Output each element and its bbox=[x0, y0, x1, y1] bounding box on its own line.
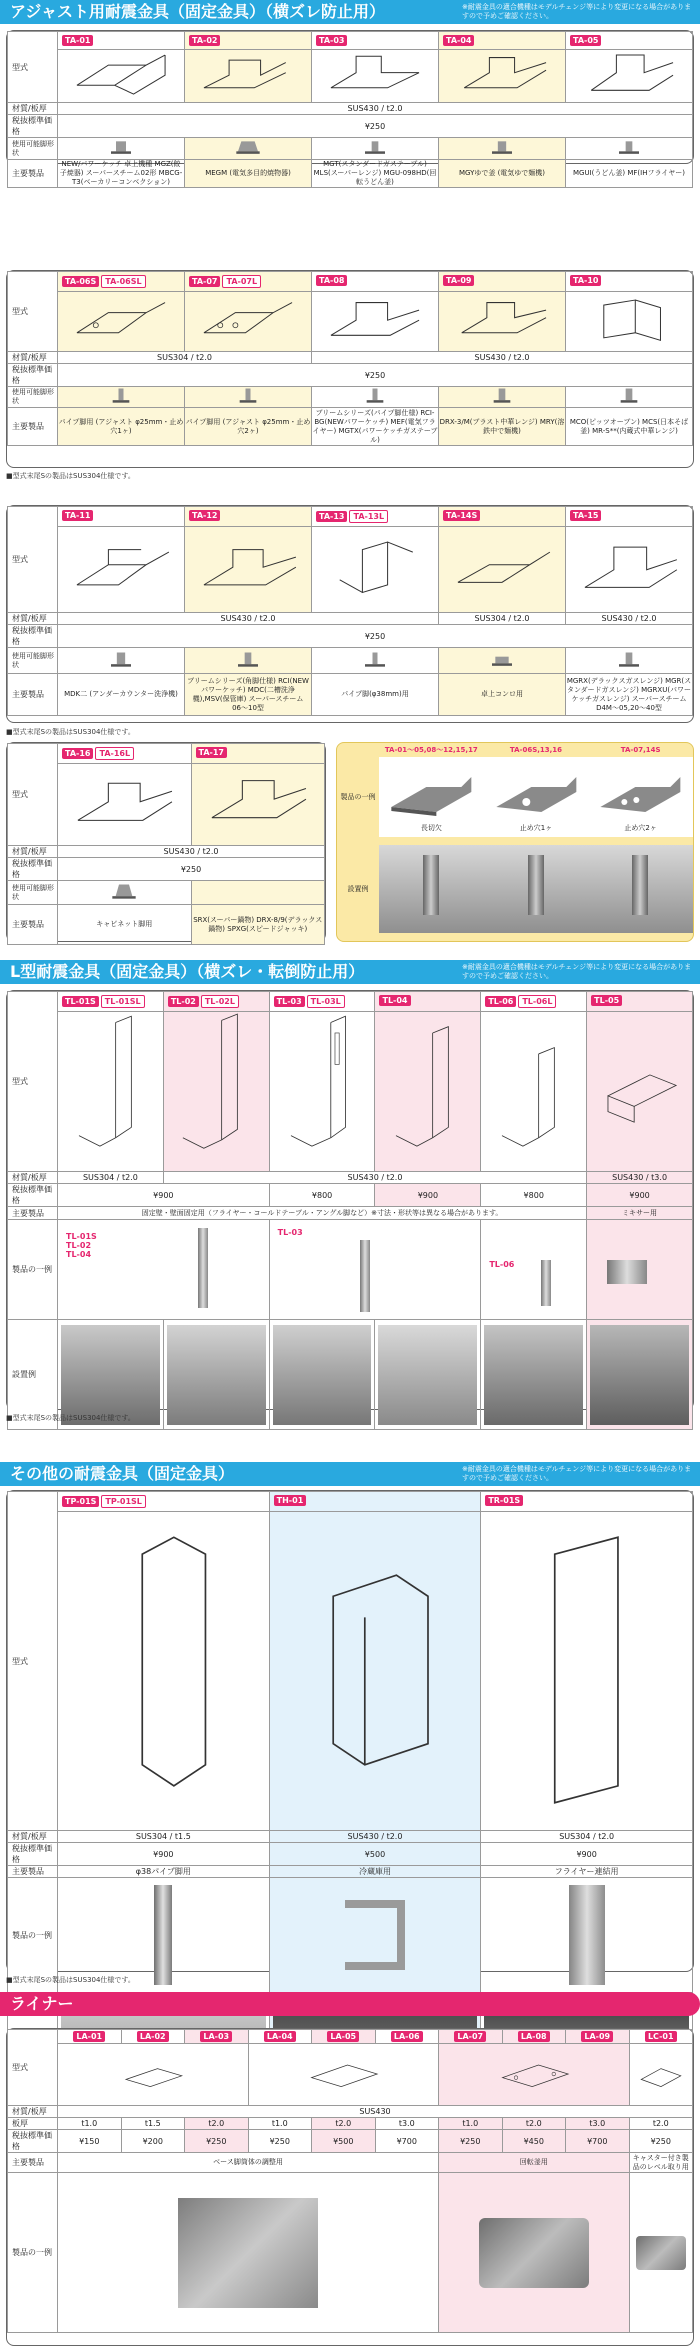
material-row3-b: SUS304 / t2.0 bbox=[439, 613, 566, 625]
liner-banner bbox=[0, 1992, 700, 2016]
ltype-note: ※耐震金具の適合機種はモデルチェンジ等により変更になる場合がありますので予めご確認ください。 bbox=[462, 963, 692, 980]
other-products-2: フライヤー連結用 bbox=[481, 1866, 693, 1878]
products-ta13: パイプ脚(φ38mm)用 bbox=[312, 674, 439, 716]
ltype-install-5 bbox=[590, 1325, 689, 1425]
liner-t-0: t1.0 bbox=[58, 2118, 122, 2130]
liner-t-6: t1.0 bbox=[439, 2118, 503, 2130]
code-la05: LA-05 bbox=[327, 2031, 359, 2042]
ltype-label-material: 材質/板厚 bbox=[8, 1172, 58, 1184]
code-tl06l: TL-06L bbox=[518, 995, 556, 1008]
label-price-4: 税抜標準価格 bbox=[8, 858, 58, 881]
material-row4: SUS430 / t2.0 bbox=[58, 846, 325, 858]
liner-t-2: t2.0 bbox=[185, 2118, 249, 2130]
code-ta13: TA-13 bbox=[316, 511, 347, 522]
liner-use-1: 回転釜用 bbox=[439, 2153, 630, 2173]
other-label-price: 税抜標準価格 bbox=[8, 1843, 58, 1866]
example-row-product: 製品の一例 bbox=[340, 792, 376, 801]
ltype-photo-3 bbox=[607, 1260, 647, 1284]
ltype-section bbox=[0, 960, 700, 984]
code-ta05: TA-05 bbox=[570, 35, 601, 46]
products-ta02: MEGM (電気多目的焼物器) bbox=[185, 160, 312, 188]
liner-label-model: 型式 bbox=[8, 2030, 58, 2106]
label-material-2: 材質/板厚 bbox=[8, 352, 58, 364]
code-ta15: TA-15 bbox=[570, 510, 601, 521]
code-ta11: TA-11 bbox=[62, 510, 93, 521]
label-products-4: 主要製品 bbox=[8, 905, 58, 945]
liner-t-8: t3.0 bbox=[566, 2118, 630, 2130]
ltype-photo-2 bbox=[541, 1260, 551, 1306]
code-ta03: TA-03 bbox=[316, 35, 347, 46]
ltype-material-1: SUS430 / t2.0 bbox=[163, 1172, 586, 1184]
other-photo-1 bbox=[345, 1900, 405, 1970]
drawing-ta01 bbox=[58, 50, 185, 103]
liner-price-6: ¥250 bbox=[439, 2130, 503, 2153]
liner-use-2: キャスター付き製品のレベル取り用 bbox=[629, 2153, 693, 2173]
code-tl01sl: TL-01SL bbox=[101, 995, 145, 1008]
liner-price-9: ¥250 bbox=[629, 2130, 693, 2153]
ltype-photo-0 bbox=[198, 1228, 208, 1308]
code-ta07: TA-07 bbox=[189, 276, 220, 287]
liner-price-8: ¥700 bbox=[566, 2130, 630, 2153]
code-tp01sl: TP-01SL bbox=[101, 1495, 146, 1508]
liner-label-example: 製品の一例 bbox=[8, 2173, 58, 2333]
ltype-label-install: 設置例 bbox=[8, 1320, 58, 1430]
code-ta04: TA-04 bbox=[443, 35, 474, 46]
liner-section bbox=[0, 1992, 700, 2016]
code-la01: LA-01 bbox=[73, 2031, 105, 2042]
liner-t-3: t1.0 bbox=[248, 2118, 312, 2130]
drawing-ta04 bbox=[439, 50, 566, 103]
code-th01: TH-01 bbox=[274, 1495, 307, 1506]
other-material-1: SUS430 / t2.0 bbox=[269, 1831, 481, 1843]
material-row2-a: SUS304 / t2.0 bbox=[58, 352, 312, 364]
adjust-panel-4 bbox=[6, 742, 326, 942]
ltype-price-2: ¥900 bbox=[375, 1184, 481, 1207]
ltype-products-1: ミキサー用 bbox=[587, 1207, 693, 1220]
other-panel bbox=[6, 1490, 694, 1972]
ltype-price-0: ¥900 bbox=[58, 1184, 270, 1207]
products-ta06s: パイプ脚用 (アジャスト φ25mm・止め穴1ヶ) bbox=[58, 408, 185, 446]
ltype-label-model: 型式 bbox=[8, 992, 58, 1172]
other-note: ※耐震金具の適合機種はモデルチェンジ等により変更になる場合がありますので予めご確認ください。 bbox=[462, 1465, 692, 1482]
ltype-label-example: 製品の一例 bbox=[8, 1220, 58, 1320]
code-tl02l: TL-02L bbox=[201, 995, 239, 1008]
code-ta12: TA-12 bbox=[189, 510, 220, 521]
ltype-label-price: 税抜標準価格 bbox=[8, 1184, 58, 1207]
adjust-banner bbox=[0, 0, 700, 24]
ltype-price-1: ¥800 bbox=[269, 1184, 375, 1207]
code-ta07l: TA-07L bbox=[222, 275, 261, 288]
label-material-4: 材質/板厚 bbox=[8, 846, 58, 858]
liner-title: ライナー bbox=[10, 1994, 74, 2013]
ltype-install-0 bbox=[61, 1325, 160, 1425]
liner-use-0: ベース脚筒体の調整用 bbox=[58, 2153, 439, 2173]
code-la09: LA-09 bbox=[581, 2031, 613, 2042]
ltype-material-2: SUS430 / t3.0 bbox=[587, 1172, 693, 1184]
liner-price-7: ¥450 bbox=[502, 2130, 566, 2153]
liner-photo-0 bbox=[178, 2198, 318, 2308]
code-ta14s: TA-14S bbox=[443, 510, 480, 521]
liner-panel bbox=[6, 2028, 694, 2346]
adjust-foot-1: ■型式末尾Sの製品はSUS304仕様です。 bbox=[6, 472, 135, 480]
liner-price-0: ¥150 bbox=[58, 2130, 122, 2153]
products-ta03: MGT(スタンダードガステーブル) MLS(スーパーレンジ) MGU-098HD(回転うどん釜) bbox=[312, 160, 439, 188]
products-ta07: パイプ脚用 (アジャスト φ25mm・止め穴2ヶ) bbox=[185, 408, 312, 446]
products-ta12: ブリームシリーズ(角脚仕様) RCI(NEWパワーケッチ) MDC(二槽洗浄機),MSV(保管庫) スーパースチーム06〜10型 bbox=[185, 674, 312, 716]
label-price: 税抜標準価格 bbox=[8, 115, 58, 138]
adjust-panel-1 bbox=[6, 30, 694, 187]
code-tl05: TL-05 bbox=[591, 995, 622, 1006]
liner-material: SUS430 bbox=[58, 2106, 693, 2118]
ltype-title: L型耐震金具（固定金具）（横ズレ・転倒防止用） bbox=[10, 962, 365, 981]
example-caption-1: 長切欠 bbox=[420, 823, 442, 832]
ltype-price-3: ¥800 bbox=[481, 1184, 587, 1207]
code-tl03: TL-03 bbox=[274, 996, 305, 1007]
example-caption-3: 止め穴2ヶ bbox=[624, 823, 657, 832]
products-ta08: ブリームシリーズ(パイプ脚仕様) RCI-BG(NEWパワーケッチ) MEF(電気フライヤー) MGTX(パワーケッチガステーブル) bbox=[312, 408, 438, 444]
code-tl01s: TL-01S bbox=[62, 996, 99, 1007]
liner-price-2: ¥250 bbox=[185, 2130, 249, 2153]
other-price-2: ¥900 bbox=[481, 1843, 693, 1866]
example-col-2: TA-06S,13,16 bbox=[509, 745, 563, 754]
ltype-photo-label-2: TL-06 bbox=[489, 1260, 515, 1270]
code-lc01: LC-01 bbox=[645, 2031, 677, 2042]
label-usable-2: 使用可能脚形状 bbox=[8, 387, 58, 408]
code-ta08: TA-08 bbox=[316, 275, 347, 286]
liner-t-1: t1.5 bbox=[121, 2118, 185, 2130]
code-ta01: TA-01 bbox=[62, 35, 93, 46]
price-row3: ¥250 bbox=[58, 625, 693, 648]
label-usable-3: 使用可能脚形状 bbox=[8, 648, 58, 674]
label-price-3: 税抜標準価格 bbox=[8, 625, 58, 648]
other-section bbox=[0, 1462, 700, 1486]
label-usable: 使用可能脚形状 bbox=[8, 138, 58, 160]
example-col-3: TA-07,14S bbox=[620, 745, 661, 754]
liner-price-3: ¥250 bbox=[248, 2130, 312, 2153]
label-model-3: 型式 bbox=[8, 507, 58, 613]
liner-photo-2 bbox=[636, 2236, 686, 2270]
ltype-install-2 bbox=[273, 1325, 372, 1425]
other-banner bbox=[0, 1462, 700, 1486]
products-ta09: DRX-3/M(ブラスト中華レンジ) MRY(溶鉄中で麺機) bbox=[439, 408, 566, 446]
liner-label-thickness: 板厚 bbox=[8, 2118, 58, 2130]
liner-label-price: 税抜標準価格 bbox=[8, 2130, 58, 2153]
liner-t-7: t2.0 bbox=[502, 2118, 566, 2130]
example-photo-2 bbox=[484, 762, 589, 822]
products-ta10: MCO(ピッツオーブン) MCS(日本そば釜) MR-S**(内蔵式中華レンジ) bbox=[566, 408, 693, 446]
label-products: 主要製品 bbox=[8, 160, 58, 188]
ltype-photo-label-1: TL-03 bbox=[277, 1228, 303, 1238]
adjust-panel-2 bbox=[6, 270, 694, 468]
code-ta06sl: TA-06SL bbox=[101, 275, 145, 288]
code-ta16: TA-16 bbox=[62, 748, 93, 759]
ltype-photo-label-0: TL-01S TL-02 TL-04 bbox=[66, 1232, 97, 1260]
liner-t-4: t2.0 bbox=[312, 2118, 376, 2130]
other-label-products: 主要製品 bbox=[8, 1866, 58, 1878]
other-products-1: 冷蔵庫用 bbox=[269, 1866, 481, 1878]
ltype-label-products: 主要製品 bbox=[8, 1207, 58, 1220]
code-ta02: TA-02 bbox=[189, 35, 220, 46]
example-col-1: TA-01〜05,08〜12,15,17 bbox=[384, 745, 478, 754]
liner-label-material: 材質/板厚 bbox=[8, 2106, 58, 2118]
label-products-3: 主要製品 bbox=[8, 674, 58, 716]
liner-price-4: ¥500 bbox=[312, 2130, 376, 2153]
material-row2-b: SUS430 / t2.0 bbox=[312, 352, 693, 364]
material-row1: SUS430 / t2.0 bbox=[58, 103, 693, 115]
other-label-material: 材質/板厚 bbox=[8, 1831, 58, 1843]
code-tl06: TL-06 bbox=[485, 996, 516, 1007]
code-la06: LA-06 bbox=[391, 2031, 423, 2042]
code-la03: LA-03 bbox=[200, 2031, 232, 2042]
price-row1: ¥250 bbox=[58, 115, 693, 138]
install-photo-3 bbox=[588, 845, 693, 933]
price-row2: ¥250 bbox=[58, 364, 693, 387]
other-label-model: 型式 bbox=[8, 1492, 58, 1831]
code-ta09: TA-09 bbox=[443, 275, 474, 286]
adjust-panel-3 bbox=[6, 505, 694, 723]
example-photo-1 bbox=[379, 762, 484, 822]
products-ta01: NEW/パワーケッチ 卓上機種 MGZ(餃子焼器) スーパースチーム02形 MBCG-T3(ベーカリーコンベクション) bbox=[58, 160, 185, 188]
products-ta15: MGRX(デラックスガスレンジ) MGR(スタンダードガスレンジ) MGRXU(パワーケッチガスレンジ) スーパースチームD4M〜05,20〜40型 bbox=[566, 674, 693, 716]
drawing-ta05 bbox=[566, 50, 693, 103]
code-ta13l: TA-13L bbox=[349, 510, 388, 523]
code-tl02: TL-02 bbox=[168, 996, 199, 1007]
label-products-2: 主要製品 bbox=[8, 408, 58, 446]
other-label-example: 製品の一例 bbox=[8, 1878, 58, 1993]
material-row3-c: SUS430 / t2.0 bbox=[566, 613, 693, 625]
other-price-1: ¥500 bbox=[269, 1843, 481, 1866]
ltype-install-3 bbox=[378, 1325, 477, 1425]
code-la04: LA-04 bbox=[264, 2031, 296, 2042]
drawing-ta02 bbox=[185, 50, 312, 103]
products-ta04: MGYゆで釜 (電気ゆで麺機) bbox=[439, 160, 566, 188]
liner-price-1: ¥200 bbox=[121, 2130, 185, 2153]
other-products-0: φ38パイプ脚用 bbox=[58, 1866, 270, 1878]
code-tr01s: TR-01S bbox=[485, 1495, 523, 1506]
code-ta06s: TA-06S bbox=[62, 276, 99, 287]
price-row4: ¥250 bbox=[58, 858, 325, 881]
ltype-install-4 bbox=[484, 1325, 583, 1425]
products-ta17: SRX(スーパー鍋物) DRX-8/9(デラックス鍋物) SPXG(スピードジャッキ) bbox=[191, 905, 325, 945]
other-material-2: SUS304 / t2.0 bbox=[481, 1831, 693, 1843]
label-usable-4: 使用可能脚形状 bbox=[8, 881, 58, 905]
label-model-4: 型式 bbox=[8, 744, 58, 846]
products-ta11: MDK二 (アンダーカウンター洗浄機) bbox=[58, 674, 185, 716]
liner-photo-1 bbox=[479, 2218, 589, 2288]
ltype-photo-1 bbox=[360, 1240, 370, 1312]
ltype-products-0: 固定壁・壁面固定用（フライヤー・コールドテーブル・アングル脚など）※寸法・形状等は異なる場合があります。 bbox=[58, 1207, 587, 1220]
code-ta17: TA-17 bbox=[196, 747, 227, 758]
example-photo-3 bbox=[588, 762, 693, 822]
example-row-install: 設置例 bbox=[347, 884, 369, 893]
liner-t-5: t3.0 bbox=[375, 2118, 439, 2130]
other-photo-2 bbox=[569, 1885, 605, 1985]
liner-t-9: t2.0 bbox=[629, 2118, 693, 2130]
example-caption-2: 止め穴1ヶ bbox=[519, 823, 553, 832]
install-photo-2 bbox=[484, 845, 589, 933]
adjust-example-panel bbox=[336, 742, 694, 942]
adjust-note: ※耐震金具の適合機種はモデルチェンジ等により変更になる場合がありますので予めご確認ください。 bbox=[462, 3, 692, 20]
other-material-0: SUS304 / t1.5 bbox=[58, 1831, 270, 1843]
products-ta14s: 卓上コンロ用 bbox=[439, 674, 566, 716]
other-photo-0 bbox=[154, 1885, 172, 1985]
adjust-title: アジャスト用耐震金具（固定金具）（横ズレ防止用） bbox=[10, 2, 386, 21]
other-title: その他の耐震金具（固定金具） bbox=[10, 1464, 235, 1483]
other-price-0: ¥900 bbox=[58, 1843, 270, 1866]
ltype-material-0: SUS304 / t2.0 bbox=[58, 1172, 164, 1184]
code-tp01s: TP-01S bbox=[62, 1496, 99, 1507]
code-tl03l: TL-03L bbox=[307, 995, 345, 1008]
ltype-price-4: ¥900 bbox=[587, 1184, 693, 1207]
label-material-3: 材質/板厚 bbox=[8, 613, 58, 625]
label-material: 材質/板厚 bbox=[8, 103, 58, 115]
label-price-2: 税抜標準価格 bbox=[8, 364, 58, 387]
ltype-panel bbox=[6, 990, 694, 1410]
adjust-foot-2: ■型式末尾Sの製品はSUS304仕様です。 bbox=[6, 728, 135, 736]
code-tl04: TL-04 bbox=[379, 995, 410, 1006]
liner-price-5: ¥700 bbox=[375, 2130, 439, 2153]
adjust-section bbox=[0, 0, 700, 24]
other-foot: ■型式末尾Sの製品はSUS304仕様です。 bbox=[6, 1976, 135, 1984]
code-la02: LA-02 bbox=[137, 2031, 169, 2042]
ltype-foot: ■型式末尾Sの製品はSUS304仕様です。 bbox=[6, 1414, 135, 1422]
code-ta10: TA-10 bbox=[570, 275, 601, 286]
products-ta16: キャビネット脚用 bbox=[58, 905, 192, 945]
label-model-2: 型式 bbox=[8, 272, 58, 352]
products-ta05: MGUI(うどん釜) MF(IHフライヤー) bbox=[566, 160, 693, 188]
label-model: 型式 bbox=[8, 32, 58, 103]
drawing-ta03 bbox=[312, 50, 439, 103]
code-la08: LA-08 bbox=[518, 2031, 550, 2042]
code-la07: LA-07 bbox=[454, 2031, 486, 2042]
material-row3-a: SUS430 / t2.0 bbox=[58, 613, 439, 625]
ltype-banner bbox=[0, 960, 700, 984]
liner-label-products: 主要製品 bbox=[8, 2153, 58, 2173]
ltype-install-1 bbox=[167, 1325, 266, 1425]
code-ta16l: TA-16L bbox=[95, 747, 134, 760]
install-photo-1 bbox=[379, 845, 484, 933]
